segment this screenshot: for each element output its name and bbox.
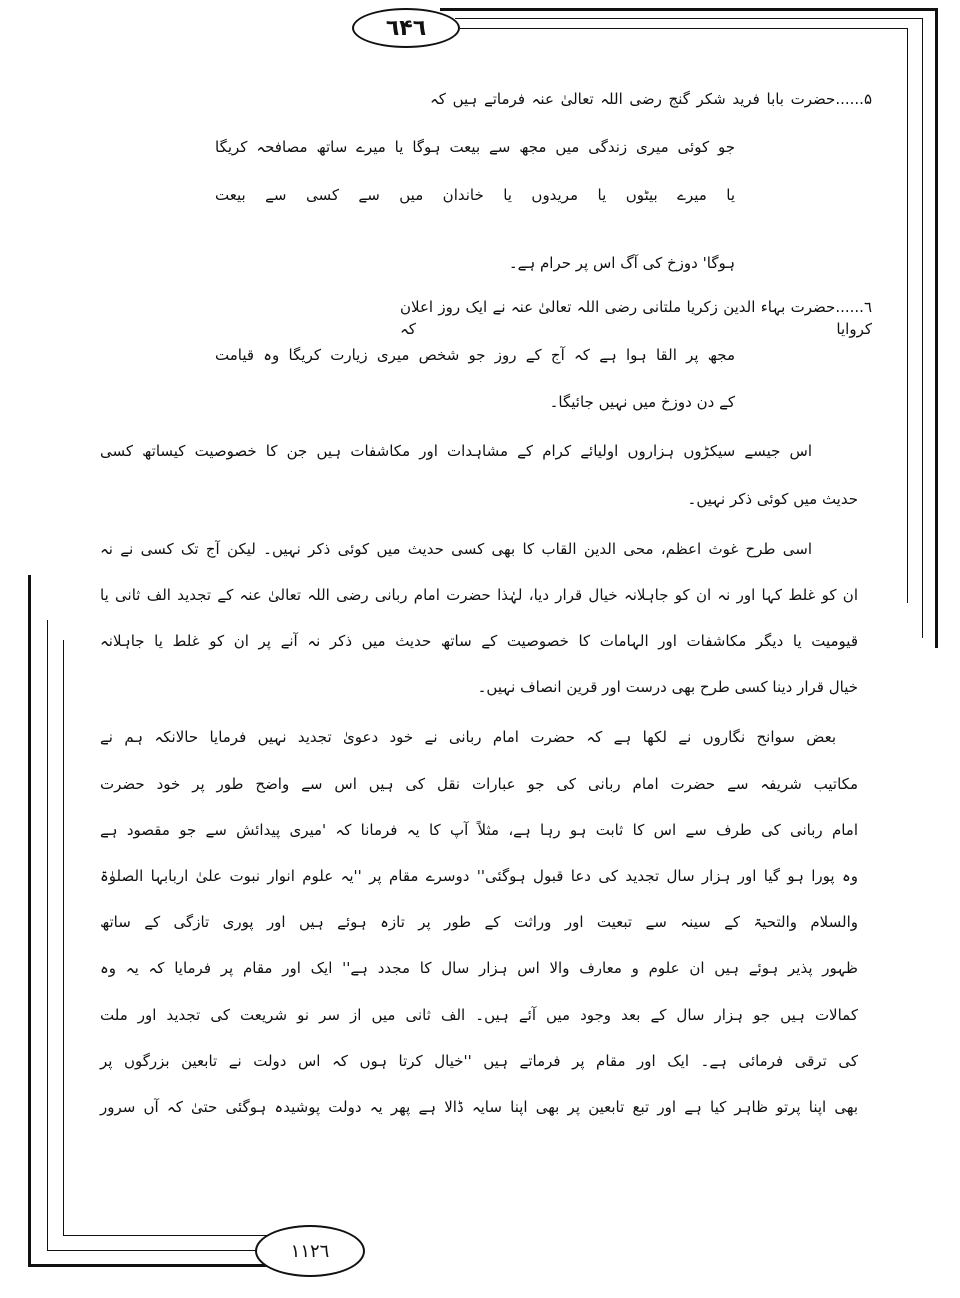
frame-line — [63, 1235, 268, 1236]
paragraph-line: وہ پورا ہو گیا اور ہزار سال تجدید کی دعا قبول ہوگئی'' دوسرے مقام پر ''یہ علوم انوار نبوت علیٰ اربابہا الصلوٰۃ — [100, 867, 858, 885]
frame-line — [460, 28, 908, 29]
quote-line: مجھ پر القا ہوا ہے کہ آج کے روز جو شخص میری زیارت کریگا وہ قیامت — [215, 346, 735, 364]
paragraph-line: حدیث میں کوئی ذکر نہیں۔ — [687, 490, 858, 508]
page-number-bottom: ۱۱۲٦ — [255, 1225, 365, 1277]
paragraph-line: مکاتیب شریفہ سے حضرت امام ربانی کی جو عبارات نقل کی ہیں اس سے واضح طور پر خود حضرت — [100, 775, 858, 793]
item-5-heading: ۵......حضرت بابا فرید شکر گنج رضی اللہ تعالیٰ عنہ فرماتے ہیں کہ — [430, 90, 872, 108]
frame-line — [28, 1264, 268, 1267]
paragraph-line: امام ربانی کی طرف سے اس کا ثابت ہو رہا ہے، مثلاً آپ کا یہ فرمانا کہ 'میری پیدائش سے جو مقصود ہے — [100, 821, 858, 839]
paragraph-line: ان کو غلط کہا اور نہ ان کو جاہلانہ خیال قرار دیا، لہٰذا حضرت امام ربانی رضی اللہ تعالیٰ عنہ کے تجدید الف ثانی یا — [100, 586, 858, 604]
paragraph-line: کمالات ہیں جو ہزار سال کے بعد وجود میں آئے ہیں۔ الف ثانی میں از سر نو شریعت کی تجدید اور ملت — [100, 1006, 858, 1024]
frame-line — [455, 18, 923, 19]
page-text — [0, 84, 960, 1138]
paragraph-line: قیومیت یا دیگر مکاشفات اور الہامات کا خصوصیت کے ساتھ حدیث میں ذکر نہ آنے پر ان کو غلط یا جاہلانہ — [100, 632, 858, 650]
page-number-top: ٦۴٦ — [352, 8, 460, 48]
quote-line: ہوگا' دوزخ کی آگ اس پر حرام ہے۔ — [508, 254, 735, 272]
frame-line — [47, 1250, 267, 1251]
paragraph-line: بعض سوانح نگاروں نے لکھا ہے کہ حضرت امام ربانی نے خود دعویٰ تجدید نہیں فرمایا حالانکہ ہم نے — [100, 728, 836, 746]
paragraph-line: والسلام والتحیۃ کے سینہ سے تبعیت اور وراثت کے طور پر تازہ ہوئے ہیں اور پوری تازگی کے ساتھ — [100, 913, 858, 931]
paragraph-line: بھی اپنا پرتو ظاہر کیا ہے اور تبع تابعین پر بھی اپنا سایہ ڈالا ہے پھر یہ دولت پوشیدہ ہوگئی حتیٰ کہ آں سرور — [100, 1098, 858, 1116]
paragraph-line: اسی طرح غوث اعظم، محی الدین القاب کا بھی کسی حدیث میں کوئی ذکر نہیں۔ لیکن آج تک کسی نے نہ — [100, 540, 812, 558]
quote-line: یا میرے بیٹوں یا مریدوں یا خاندان میں سے کسی سے بیعت — [215, 186, 735, 204]
frame-line — [440, 8, 937, 11]
paragraph-line: ظہور پذیر ہوئے ہیں ان علوم و معارف والا اس ہزار سال کا مجدد ہے'' ایک اور مقام پر فرمایا کہ یہ وہ — [100, 959, 858, 977]
item-6-heading: ٦......حضرت بہاء الدین زکریا ملتانی رضی اللہ تعالیٰ عنہ نے ایک روز اعلان کروایا کہ — [400, 298, 872, 338]
quote-line: کے دن دوزخ میں نہیں جائیگا۔ — [549, 393, 735, 411]
quote-line: جو کوئی میری زندگی میں مجھ سے بیعت ہوگا یا میرے ساتھ مصافحہ کریگا — [215, 138, 735, 156]
paragraph-line: خیال قرار دینا کسی طرح بھی درست اور قرین انصاف نہیں۔ — [477, 678, 858, 696]
paragraph-line: کی ترقی فرمائی ہے۔ ایک اور مقام پر فرماتے ہیں ''خیال کرتا ہوں کہ اس دولت نے تابعین بزرگوں پر — [100, 1052, 858, 1070]
paragraph-line: اس جیسے سیکڑوں ہزاروں اولیائے کرام کے مشاہدات اور مکاشفات ہیں جن کا خصوصیت کیساتھ کسی — [100, 442, 812, 460]
